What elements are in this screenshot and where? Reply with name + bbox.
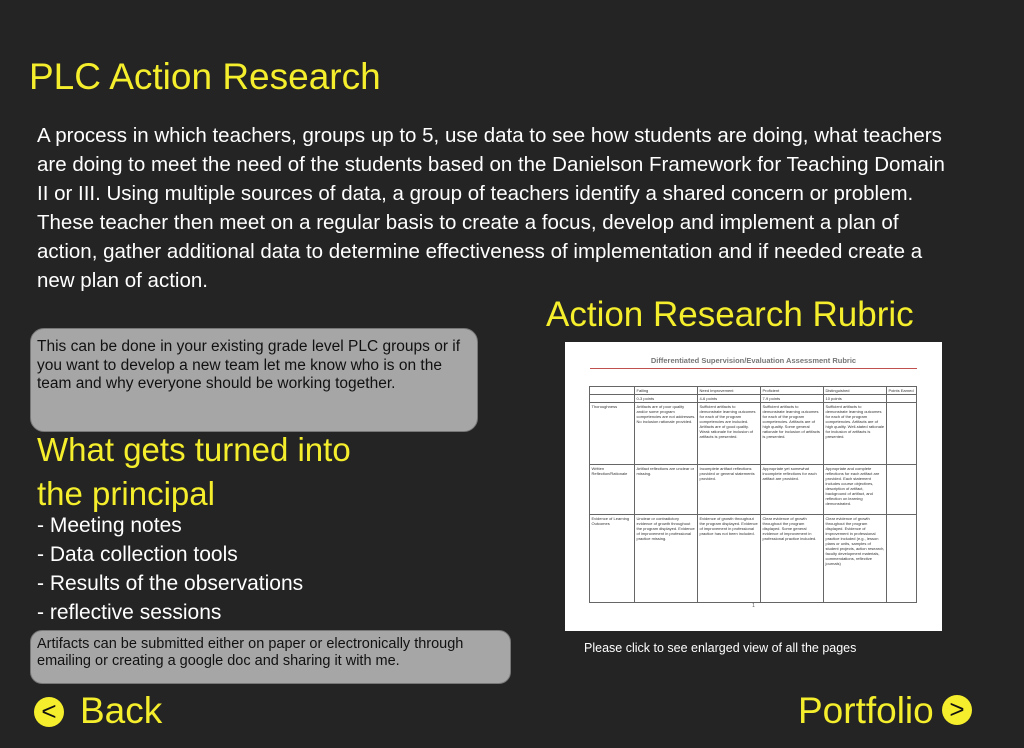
table-cell xyxy=(887,403,917,465)
list-item: - Data collection tools xyxy=(37,543,238,566)
table-cell: Sufficient artifacts to demonstrate learning outcomes for each of the program competencies. Artifacts are of high quality. Well-stated rationale for inclusion of artifacts is presented. xyxy=(824,403,887,465)
rubric-caption-link[interactable]: Please click to see enlarged view of all the pages xyxy=(584,641,857,655)
table-cell: Sufficient artifacts to demonstrate learning outcomes for each of the program competencies. Artifacts are of high quality. Some general rationale for inclusion of artifacts is presented. xyxy=(761,403,824,465)
turned-in-list xyxy=(37,511,303,627)
turned-in-heading: What gets turned into the principal xyxy=(37,431,351,512)
rubric-table xyxy=(589,386,917,603)
back-arrow-icon[interactable]: < xyxy=(34,697,64,727)
divider xyxy=(590,368,917,369)
groups-note-callout: This can be done in your existing grade level PLC groups or if you want to develop a new team let me know who is on the team and why everyone should be working together. xyxy=(30,328,478,432)
list-item: - Meeting notes xyxy=(37,514,182,537)
table-row xyxy=(590,403,917,465)
table-row xyxy=(590,465,917,515)
table-cell: Evidence of growth throughout the program displayed. Evidence of improvement in professional practice has not been included. xyxy=(698,515,761,603)
table-cell: 10 points xyxy=(824,395,887,403)
table-cell: 4-6 points xyxy=(698,395,761,403)
table-cell: Unclear or contradictory evidence of growth throughout the program displayed. Evidence of improvement in professional practice missing. xyxy=(635,515,698,603)
table-cell: Distinguished xyxy=(824,387,887,395)
table-cell: Failing xyxy=(635,387,698,395)
table-cell: Artifact reflections are unclear or missing. xyxy=(635,465,698,515)
table-cell: Appropriate yet somewhat incomplete reflections for each artifact are provided. xyxy=(761,465,824,515)
table-cell xyxy=(590,387,635,395)
table-cell: Thoroughness xyxy=(590,403,635,465)
table-cell: Incomplete artifact reflections provided or general statements provided. xyxy=(698,465,761,515)
back-button[interactable]: Back xyxy=(80,690,163,731)
table-cell xyxy=(887,395,917,403)
table-cell: Clear evidence of growth throughout the program displayed. Some general evidence of improvement in professional practice included. xyxy=(761,515,824,603)
table-cell: Written Reflection/Rationale xyxy=(590,465,635,515)
table-cell: Need Improvement xyxy=(698,387,761,395)
table-cell xyxy=(590,395,635,403)
list-item: - Results of the observations xyxy=(37,572,304,595)
table-cell: Points Earned xyxy=(887,387,917,395)
rubric-doc-title: Differentiated Supervision/Evaluation Assessment Rubric xyxy=(650,356,857,365)
list-item: - reflective sessions xyxy=(37,601,222,624)
table-cell: 0-3 points xyxy=(635,395,698,403)
table-row xyxy=(590,515,917,603)
portfolio-button[interactable]: Portfolio xyxy=(798,690,934,731)
forward-arrow-icon[interactable]: > xyxy=(942,695,972,725)
table-cell: 7-9 points xyxy=(761,395,824,403)
artifacts-note-callout: Artifacts can be submitted either on paper or electronically through emailing or creating a google doc and sharing it with me. xyxy=(30,630,511,684)
table-cell: Evidence of Learning Outcomes xyxy=(590,515,635,603)
table-header-row xyxy=(590,387,917,395)
intro-paragraph: A process in which teachers, groups up to 5, use data to see how students are doing, what teachers are doing to meet the need of the students based on the Danielson Framework for Teaching Domain II or III. Using multiple sources of data, a group of teachers identify a shared concern or problem. These teacher then meet on a regular basis to create a focus, develop and implement a plan of action, gather additional data to determine effectiveness of implementation and if needed create a new plan of action. xyxy=(37,124,945,292)
page-title: PLC Action Research xyxy=(29,56,381,97)
table-cell: Artifacts are of poor quality and/or some program competencies are not addresses. No inclusion rationale provided. xyxy=(635,403,698,465)
table-cell xyxy=(887,465,917,515)
table-cell: Proficient xyxy=(761,387,824,395)
table-cell: Appropriate and complete reflections for each artifact are provided. Each statement includes course objectives, description of artifact, background of artifact, and reflection on learning demonstrated. xyxy=(824,465,887,515)
page-number: 1 xyxy=(752,603,755,609)
table-cell: Sufficient artifacts to demonstrate learning outcomes for each of the program competencies are included. Artifacts are of good quality. Weak rationale for inclusion of artifacts is presented. xyxy=(698,403,761,465)
table-cell xyxy=(887,515,917,603)
table-subheader-row xyxy=(590,395,917,403)
rubric-thumbnail[interactable] xyxy=(565,342,942,631)
table-cell: Clear evidence of growth throughout the program displayed. Evidence of improvement in professional practice included (e.g., lesson plans or units, samples of student projects, action research, faculty development materials, commendations, reflective journals) xyxy=(824,515,887,603)
rubric-heading: Action Research Rubric xyxy=(546,295,914,334)
